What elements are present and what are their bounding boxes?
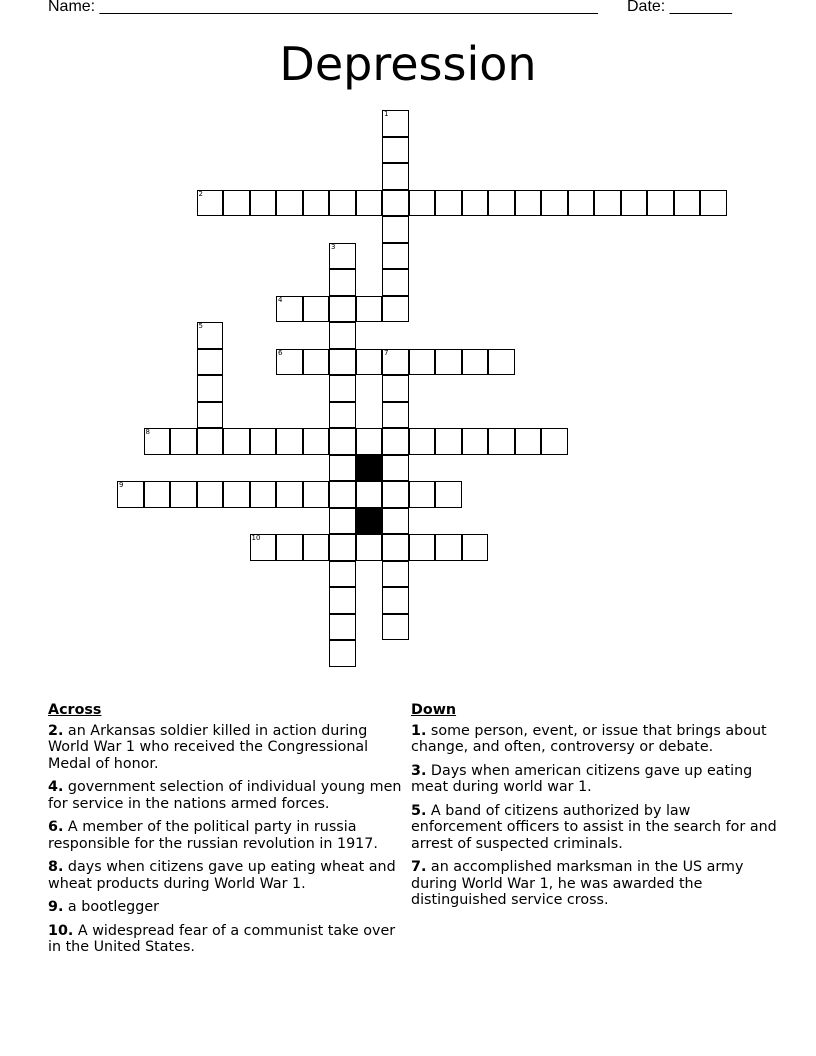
across-clue xyxy=(48,819,408,852)
grid-cell[interactable] xyxy=(435,534,462,561)
grid-cell[interactable] xyxy=(197,481,224,508)
grid-cell[interactable] xyxy=(462,534,489,561)
across-clue xyxy=(48,899,408,916)
across-clue xyxy=(48,923,408,956)
grid-cell[interactable] xyxy=(409,190,436,217)
grid-cell[interactable] xyxy=(435,349,462,376)
grid-cell[interactable] xyxy=(329,349,356,376)
down-clue-list xyxy=(411,723,781,909)
grid-cell[interactable] xyxy=(435,428,462,455)
grid-cell[interactable] xyxy=(329,428,356,455)
grid-cell[interactable] xyxy=(329,455,356,482)
grid-cell[interactable] xyxy=(223,428,250,455)
grid-cell[interactable] xyxy=(329,190,356,217)
grid-cell[interactable] xyxy=(197,349,224,376)
black-cell xyxy=(356,455,383,482)
grid-cell[interactable] xyxy=(144,481,171,508)
down-clue xyxy=(411,763,781,796)
grid-cell[interactable] xyxy=(409,481,436,508)
grid-cell[interactable] xyxy=(488,349,515,376)
grid-cell[interactable] xyxy=(541,190,568,217)
grid-cell[interactable] xyxy=(276,534,303,561)
black-cell xyxy=(356,508,383,535)
clue-number: 7 xyxy=(384,348,389,357)
clue-number: 10 xyxy=(251,534,261,542)
grid-cell[interactable] xyxy=(250,428,277,455)
date-field-label[interactable]: Date: _______ xyxy=(627,0,732,15)
puzzle-title: Depression xyxy=(279,37,537,91)
grid-cell[interactable] xyxy=(197,190,224,217)
down-clue xyxy=(411,723,781,756)
down-heading: Down xyxy=(411,702,457,718)
grid-cell[interactable] xyxy=(488,190,515,217)
grid-cell[interactable] xyxy=(250,534,277,561)
grid-cell[interactable] xyxy=(223,481,250,508)
grid-cell[interactable] xyxy=(329,561,356,588)
across-clue-list xyxy=(48,723,408,956)
grid-cell[interactable] xyxy=(197,322,224,349)
grid-cell[interactable] xyxy=(382,455,409,482)
grid-cell[interactable] xyxy=(329,614,356,641)
grid-cell[interactable] xyxy=(329,243,356,270)
clue-number-label: 3. xyxy=(411,762,427,779)
grid-cell[interactable] xyxy=(303,534,330,561)
clue-text: an accomplished marksman in the US army during World War 1, he was awarded the distinguished service cross. xyxy=(411,859,744,908)
grid-cell[interactable] xyxy=(356,481,383,508)
grid-cell[interactable] xyxy=(329,375,356,402)
clue-number-label: 1. xyxy=(411,722,427,739)
grid-cell[interactable] xyxy=(250,481,277,508)
grid-cell[interactable] xyxy=(382,428,409,455)
grid-cell[interactable] xyxy=(409,428,436,455)
clue-number-label: 5. xyxy=(411,802,427,819)
grid-cell[interactable] xyxy=(197,428,224,455)
grid-cell[interactable] xyxy=(223,190,250,217)
grid-cell[interactable] xyxy=(329,508,356,535)
grid-cell[interactable] xyxy=(356,296,383,323)
clue-number: 8 xyxy=(145,428,150,436)
grid-cell[interactable] xyxy=(382,269,409,296)
clue-text: A band of citizens authorized by law enforcement officers to assist in the search for and arrest of suspected criminals. xyxy=(411,802,777,852)
clue-number-label: 6. xyxy=(48,819,64,835)
grid-cell[interactable] xyxy=(488,428,515,455)
grid-cell[interactable] xyxy=(329,481,356,508)
grid-cell[interactable] xyxy=(382,216,409,243)
grid-cell[interactable] xyxy=(462,428,489,455)
down-clues xyxy=(411,702,781,916)
clue-number: 5 xyxy=(198,322,203,330)
clue-text: some person, event, or issue that brings about change, and often, controversy or debate. xyxy=(411,722,767,755)
clue-number: 6 xyxy=(278,348,283,357)
grid-cell[interactable] xyxy=(462,349,489,376)
clue-text: days when citizens gave up eating wheat and wheat products during World War 1. xyxy=(48,859,396,892)
grid-cell[interactable] xyxy=(409,534,436,561)
clue-number-label: 8. xyxy=(48,859,64,875)
grid-cell[interactable] xyxy=(382,508,409,535)
grid-cell[interactable] xyxy=(409,349,436,376)
clue-text: government selection of individual young men for service in the nations armed forces. xyxy=(48,779,402,812)
clue-text: Days when american citizens gave up eating meat during world war 1. xyxy=(411,762,753,795)
grid-cell[interactable] xyxy=(356,534,383,561)
grid-cell[interactable] xyxy=(647,190,674,217)
grid-cell[interactable] xyxy=(303,349,330,376)
grid-cell[interactable] xyxy=(382,190,409,217)
clue-number: 4 xyxy=(278,295,283,304)
across-clue xyxy=(48,723,408,773)
grid-cell[interactable] xyxy=(303,190,330,217)
grid-cell[interactable] xyxy=(700,190,727,217)
grid-cell[interactable] xyxy=(382,561,409,588)
grid-cell[interactable] xyxy=(594,190,621,217)
grid-cell[interactable] xyxy=(382,296,409,323)
grid-cell[interactable] xyxy=(382,243,409,270)
grid-cell[interactable] xyxy=(462,190,489,217)
grid-cell[interactable] xyxy=(250,190,277,217)
grid-cell[interactable] xyxy=(329,587,356,614)
grid-cell[interactable] xyxy=(276,428,303,455)
grid-cell[interactable] xyxy=(170,428,197,455)
grid-cell[interactable] xyxy=(382,110,409,137)
grid-cell[interactable] xyxy=(515,428,542,455)
grid-cell[interactable] xyxy=(356,190,383,217)
grid-cell[interactable] xyxy=(170,481,197,508)
clue-text: A member of the political party in russia responsible for the russian revolution in 1917. xyxy=(48,819,378,852)
grid-cell[interactable] xyxy=(117,481,144,508)
clue-text: a bootlegger xyxy=(63,899,160,915)
grid-cell[interactable] xyxy=(329,322,356,349)
grid-cell[interactable] xyxy=(303,428,330,455)
grid-cell[interactable] xyxy=(435,481,462,508)
grid-cell[interactable] xyxy=(382,375,409,402)
grid-cell[interactable] xyxy=(329,269,356,296)
clue-number: 3 xyxy=(331,242,336,251)
grid-cell[interactable] xyxy=(276,481,303,508)
grid-cell[interactable] xyxy=(197,402,224,429)
across-clue xyxy=(48,779,408,812)
clue-number-label: 9. xyxy=(48,899,64,915)
grid-cell[interactable] xyxy=(568,190,595,217)
clue-text: an Arkansas soldier killed in action during World War 1 who received the Congressional Medal of honor. xyxy=(48,722,369,772)
grid-cell[interactable] xyxy=(329,640,356,667)
grid-cell[interactable] xyxy=(356,349,383,376)
down-clue xyxy=(411,859,781,909)
clue-number-label: 2. xyxy=(48,722,64,739)
grid-cell[interactable] xyxy=(382,587,409,614)
grid-cell[interactable] xyxy=(329,534,356,561)
clue-number: 2 xyxy=(198,189,203,198)
grid-cell[interactable] xyxy=(382,163,409,190)
clue-number: 1 xyxy=(384,110,389,118)
clue-number-label: 4. xyxy=(48,779,64,795)
grid-cell[interactable] xyxy=(435,190,462,217)
clue-number: 9 xyxy=(119,481,124,489)
grid-cell[interactable] xyxy=(382,481,409,508)
down-clue xyxy=(411,803,781,853)
across-heading: Across xyxy=(48,702,102,718)
grid-cell[interactable] xyxy=(329,402,356,429)
grid-cell[interactable] xyxy=(276,349,303,376)
grid-cell[interactable] xyxy=(382,534,409,561)
grid-cell[interactable] xyxy=(276,190,303,217)
across-clues xyxy=(48,702,408,963)
grid-cell[interactable] xyxy=(276,296,303,323)
grid-cell[interactable] xyxy=(382,614,409,641)
grid-cell[interactable] xyxy=(197,375,224,402)
grid-cell[interactable] xyxy=(515,190,542,217)
clue-number-label: 7. xyxy=(411,859,427,875)
clue-text: A widespread fear of a communist take over in the United States. xyxy=(48,922,396,955)
grid-cell[interactable] xyxy=(356,428,383,455)
across-clue xyxy=(48,859,408,892)
grid-cell[interactable] xyxy=(382,349,409,376)
grid-cell[interactable] xyxy=(621,190,648,217)
clue-number-label: 10. xyxy=(48,922,74,939)
name-field-label[interactable]: Name: ________________________________________________________ xyxy=(48,0,598,15)
grid-cell[interactable] xyxy=(303,296,330,323)
grid-cell[interactable] xyxy=(329,296,356,323)
grid-cell[interactable] xyxy=(382,402,409,429)
grid-cell[interactable] xyxy=(144,428,171,455)
grid-cell[interactable] xyxy=(382,137,409,164)
grid-cell[interactable] xyxy=(303,481,330,508)
grid-cell[interactable] xyxy=(541,428,568,455)
grid-cell[interactable] xyxy=(674,190,701,217)
